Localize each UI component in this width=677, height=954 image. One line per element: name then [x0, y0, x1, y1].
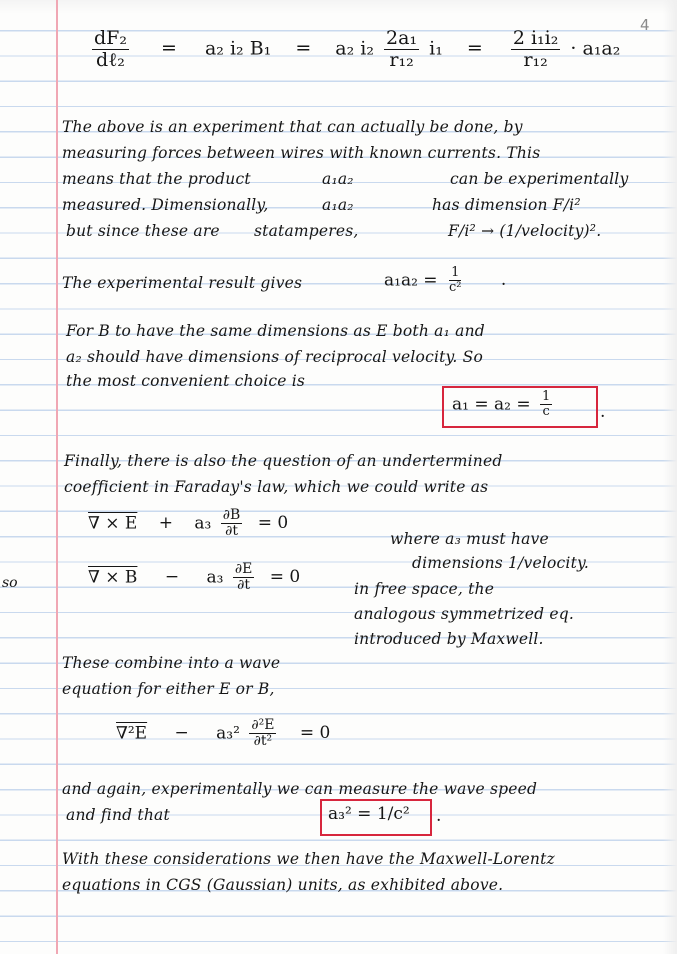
numerator: ∂E	[234, 561, 253, 577]
d2e-dt2-fraction	[249, 718, 276, 750]
denominator: ∂t	[225, 523, 238, 540]
note-line-1: where a₃ must have	[390, 530, 549, 548]
a1a2-lhs: a₁a₂ =	[384, 270, 438, 291]
paragraph-1-line-4c: has dimension F/i²	[432, 196, 581, 214]
paragraph-6-line-2: and find that	[66, 806, 170, 824]
field-denominator: r₁₂	[389, 48, 414, 71]
result-numerator: 2 i₁i₂	[512, 27, 559, 49]
equals-sign: =	[466, 37, 483, 60]
page-number: 4	[640, 16, 650, 34]
lhs-fraction	[92, 28, 129, 71]
paragraph-1-line-3b: a₁a₂	[322, 170, 354, 188]
ampere-maxwell-equation	[88, 562, 300, 594]
red-margin-line	[56, 0, 58, 954]
scan-top-shadow	[0, 0, 677, 14]
paragraph-5-line-2: equation for either E or B,	[62, 680, 275, 698]
equals-sign: =	[295, 37, 312, 60]
paragraph-3-line-3: the most convenient choice is	[66, 372, 306, 390]
denominator: ∂t	[237, 577, 251, 594]
note-line-2: dimensions 1/velocity.	[412, 554, 590, 572]
numerator: ∂²E	[251, 717, 275, 733]
db-dt-fraction	[221, 508, 243, 540]
paragraph-2-line-1: The experimental result gives	[62, 274, 303, 292]
one-over-c-squared	[447, 266, 464, 296]
wave-equation	[116, 718, 330, 750]
coefficient-a3-squared: a₃²	[216, 723, 240, 744]
term-a2-i2-b1: a₂ i₂ B₁	[204, 37, 272, 60]
paragraph-1-line-5a: but since these are	[66, 222, 220, 240]
a1-equals-a2: a₁ = a₂ =	[452, 394, 531, 415]
minus-sign: −	[164, 567, 180, 588]
period: .	[600, 402, 606, 422]
denominator: c²	[448, 280, 462, 296]
period: .	[436, 806, 442, 826]
equals-zero: = 0	[299, 723, 331, 744]
paragraph-1-line-3a: means that the product	[62, 170, 251, 188]
lhs-denominator: dℓ₂	[96, 48, 125, 71]
field-fraction	[384, 28, 419, 71]
minus-sign: −	[174, 723, 189, 744]
lhs-numerator: dF₂	[94, 27, 127, 49]
convenient-choice-equation	[452, 390, 556, 420]
paragraph-6-line-1: and again, experimentally we can measure the wave speed	[62, 780, 538, 798]
paragraph-1-line-2: measuring forces between wires with known currents. This	[62, 144, 541, 162]
numerator: ∂B	[222, 507, 241, 523]
denominator: c	[542, 404, 550, 420]
a3-result-equation: a₃² = 1/c²	[328, 804, 410, 824]
paragraph-4-line-2: coefficient in Faraday's law, which we could write as	[64, 478, 489, 496]
scan-right-shadow	[663, 0, 677, 954]
term-i1: i₁	[429, 37, 443, 60]
paragraph-1-line-1: The above is an experiment that can actually be done, by	[62, 118, 523, 136]
paragraph-3-line-2: a₂ should have dimensions of reciprocal velocity. So	[66, 348, 484, 366]
margin-note-so: so	[2, 575, 18, 591]
paragraph-3-line-1: For B to have the same dimensions as E both a₁ and	[66, 322, 485, 340]
one-over-c	[540, 390, 552, 420]
equals-zero: = 0	[269, 567, 301, 588]
result-denominator: r₁₂	[523, 48, 548, 71]
paragraph-7-line-1: With these considerations we then have the Maxwell-Lorentz	[62, 850, 555, 868]
paragraph-5-line-1: These combine into a wave	[62, 654, 281, 672]
paragraph-1-line-5c: F/i² → (1/velocity)².	[448, 222, 602, 240]
denominator: ∂t²	[253, 733, 273, 750]
paragraph-1-line-3c: can be experimentally	[450, 170, 629, 188]
force-per-length-equation	[88, 28, 620, 71]
coefficient-a3: a₃	[206, 567, 224, 588]
paragraph-4-line-1: Finally, there is also the question of an undertermined	[64, 452, 503, 470]
paragraph-7-line-2: equations in CGS (Gaussian) units, as exhibited above.	[62, 876, 504, 894]
period: .	[500, 270, 507, 291]
paragraph-1-line-4b: a₁a₂	[322, 196, 354, 214]
result-fraction	[511, 28, 561, 71]
de-dt-fraction	[233, 562, 254, 594]
coefficient-a3: a₃	[194, 513, 212, 534]
note-line-5: introduced by Maxwell.	[354, 630, 544, 648]
paragraph-1-line-5b: statamperes,	[254, 222, 359, 240]
curl-e: ∇ × E	[88, 513, 138, 534]
faraday-equation	[88, 508, 288, 540]
plus-sign: +	[158, 513, 173, 534]
equals-zero: = 0	[257, 513, 289, 534]
term-a2-i2: a₂ i₂	[335, 37, 374, 60]
note-line-4: analogous symmetrized eq.	[354, 605, 574, 623]
field-numerator: 2a₁	[386, 27, 418, 49]
laplacian-e: ∇²E	[116, 723, 148, 744]
paragraph-1-line-4a: measured. Dimensionally,	[62, 196, 269, 214]
term-a1a2: · a₁a₂	[570, 37, 621, 60]
curl-b: ∇ × B	[88, 567, 138, 588]
equals-sign: =	[161, 37, 177, 60]
numerator: 1	[451, 265, 460, 280]
note-line-3: in free space, the	[354, 580, 495, 598]
experimental-result-equation	[384, 266, 506, 296]
numerator: 1	[542, 389, 551, 404]
